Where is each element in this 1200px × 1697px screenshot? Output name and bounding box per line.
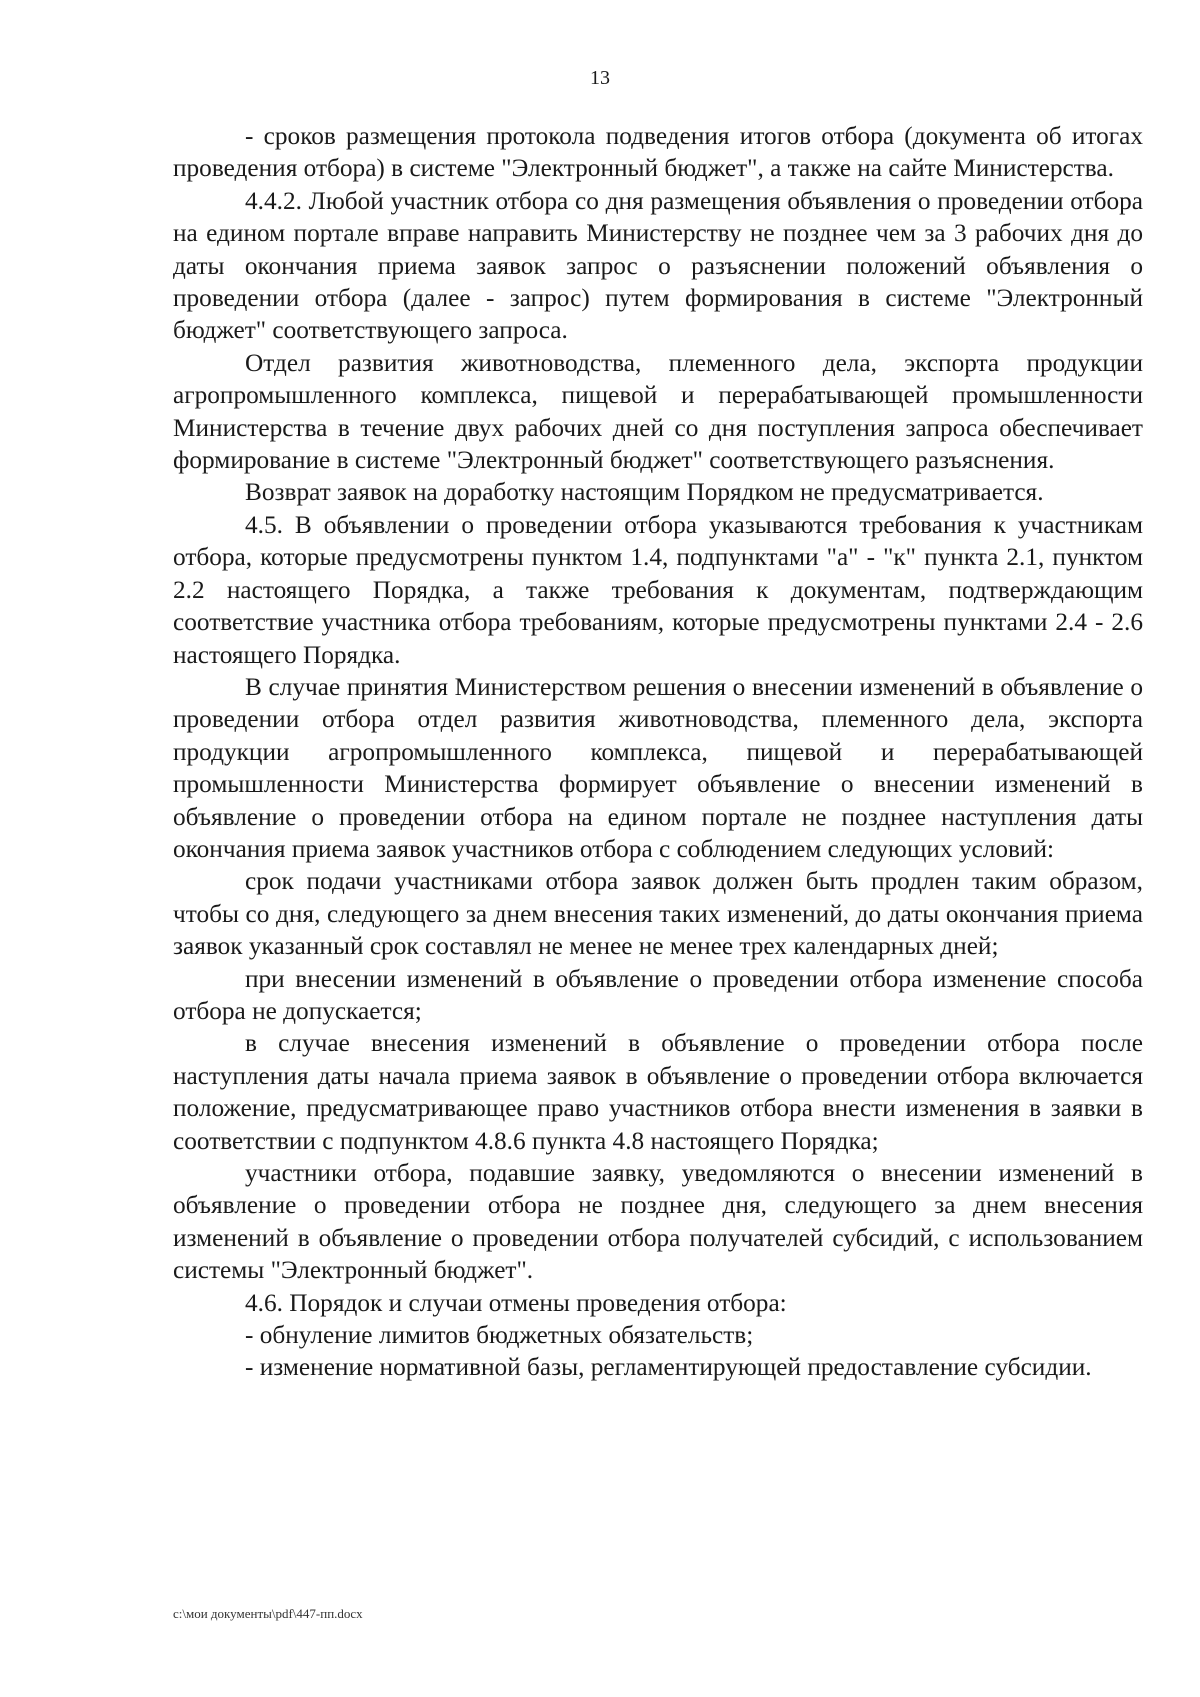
paragraph: - сроков размещения протокола подведения итогов отбора (документа об итогах проведения отбора) в системе "Электронный бюджет", а также на сайте Министерства. — [173, 122, 1143, 183]
paragraph: Отдел развития животноводства, племенного дела, экспорта продукции агропромышленного комплекса, пищевой и перерабатывающей промышленности Министерства в течение двух рабочих дней со дня поступления запроса обеспечивает формирование в системе "Электронный бюджет" соответствующего разъяснения. — [173, 348, 1143, 475]
paragraph: - изменение нормативной базы, регламентирующей предоставление субсидии. — [245, 1353, 1092, 1382]
paragraph: при внесении изменений в объявление о проведении отбора изменение способа отбора не допускается; — [173, 964, 1143, 1025]
footer-file-path: c:\мои документы\pdf\447-пп.docx — [173, 1606, 363, 1621]
paragraph: в случае внесения изменений в объявление о проведении отбора после наступления даты начала приема заявок в объявление о проведении отбора включается положение, предусматривающее право участников отбора внести изменения в заявки в соответствии с подпунктом 4.8.6 пункта 4.8 настоящего Порядка; — [173, 1029, 1143, 1155]
paragraph: В случае принятия Министерством решения о внесении изменений в объявление о проведении отбора отдел развития животноводства, племенного дела, экспорта продукции агропромышленного комплекса, пищевой и перерабатывающей промышленности Министерства формирует объявление о внесении изменений в объявление о проведении отбора на едином портале не позднее наступления даты окончания приема заявок участников отбора с соблюдением следующих условий: — [173, 672, 1143, 863]
paragraph: 4.5. В объявлении о проведении отбора указываются требования к участникам отбора, которые предусмотрены пунктом 1.4, подпунктами "а" - "к" пункта 2.1, пунктом 2.2 настоящего Порядка, а также требования к документам, подтверждающим соответствие участника отбора требованиям, которые предусмотрены пунктами 2.4 - 2.6 настоящего Порядка. — [173, 510, 1143, 669]
paragraph: участники отбора, подавшие заявку, уведомляются о внесении изменений в объявление о проведении отбора не позднее дня, следующего за днем внесения изменений в объявление о проведении отбора получателей субсидий, с использованием системы "Электронный бюджет". — [173, 1159, 1143, 1285]
paragraph: Возврат заявок на доработку настоящим Порядком не предусматривается. — [245, 478, 1044, 507]
document-body — [173, 120, 1143, 1384]
paragraph: 4.6. Порядок и случаи отмены проведения отбора: — [245, 1288, 787, 1317]
paragraph: - обнуление лимитов бюджетных обязательств; — [245, 1321, 754, 1350]
paragraph: 4.4.2. Любой участник отбора со дня размещения объявления о проведении отбора на едином портале вправе направить Министерству не позднее чем за 3 рабочих дня до даты окончания приема заявок запрос о разъяснении положений объявления о проведении отбора (далее - запрос) путем формирования в системе "Электронный бюджет" соответствующего запроса. — [173, 186, 1143, 345]
paragraph: срок подачи участниками отбора заявок должен быть продлен таким образом, чтобы со дня, следующего за днем внесения таких изменений, до даты окончания приема заявок указанный срок составлял не менее не менее трех календарных дней; — [173, 867, 1143, 961]
page-number: 13 — [590, 67, 610, 89]
